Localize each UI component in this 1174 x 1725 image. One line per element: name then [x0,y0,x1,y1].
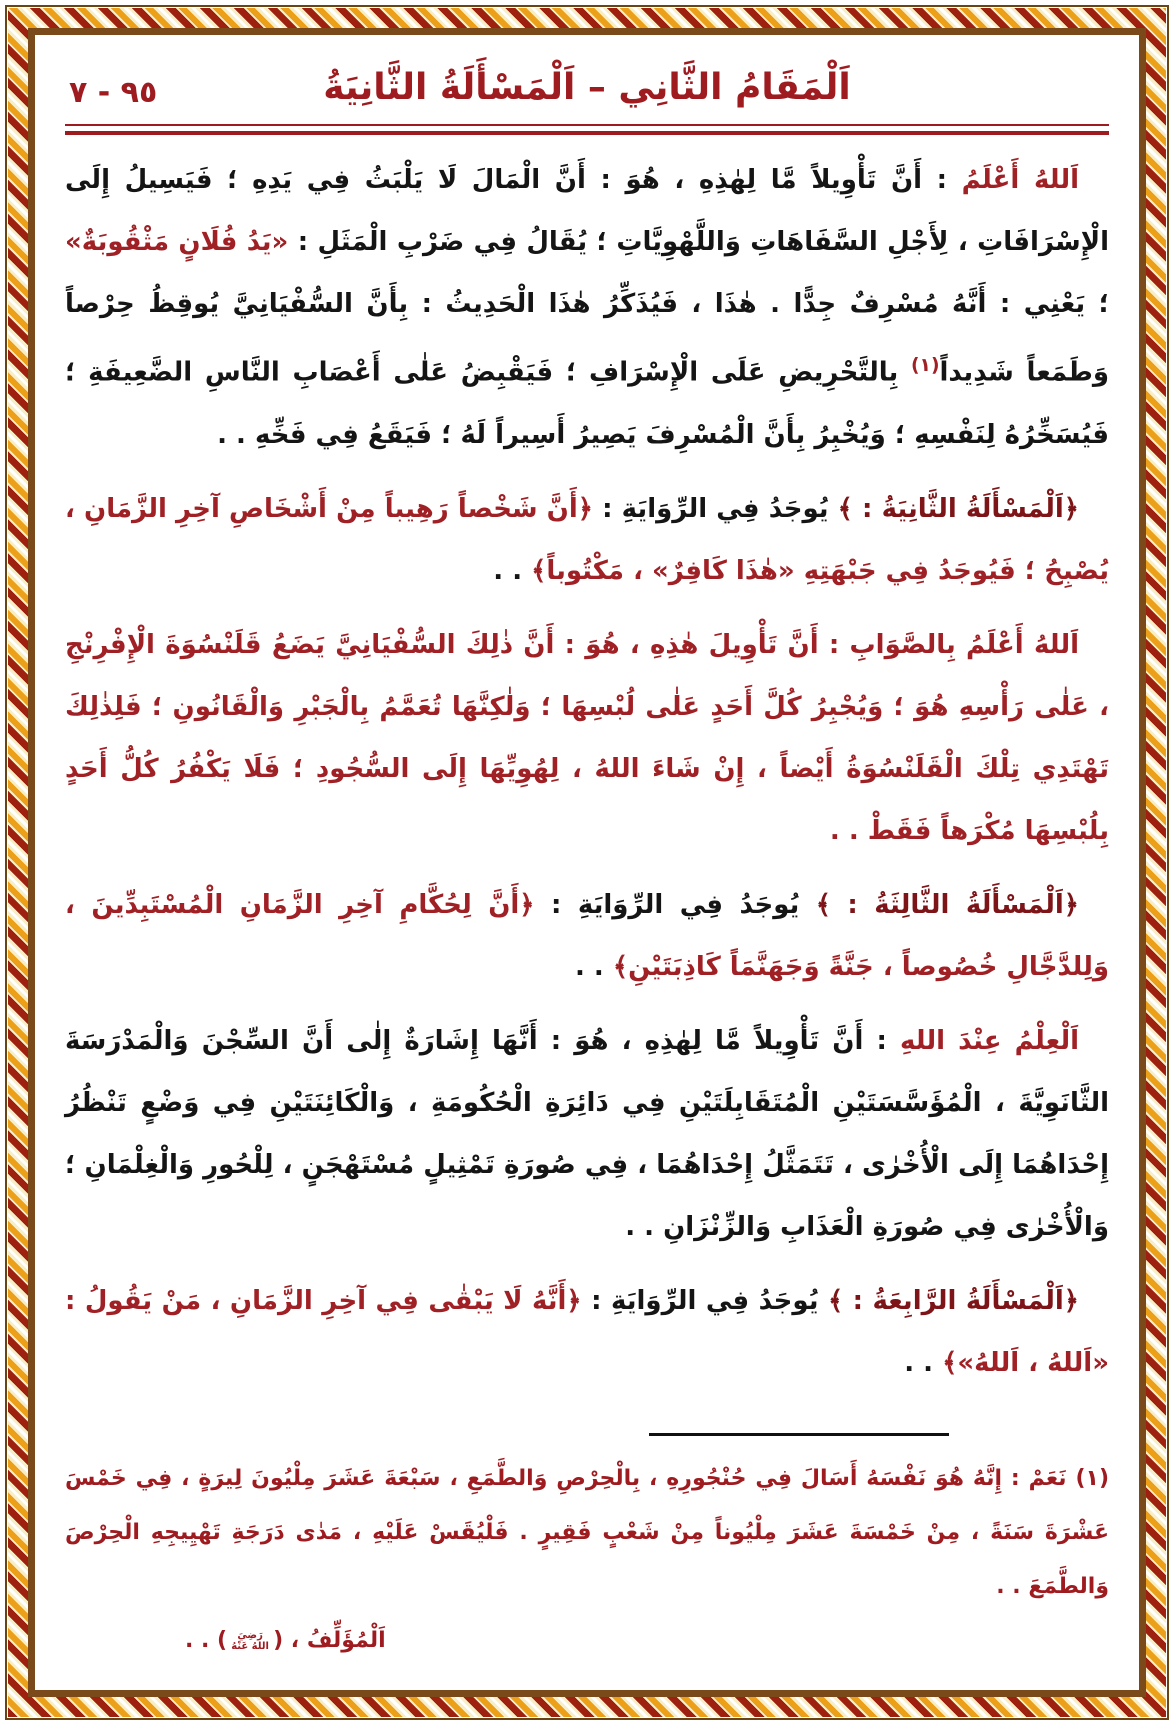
section-tail: . . [493,555,532,586]
section-intro: يُوجَدُ فِي الرِّوَايَةِ : [534,889,816,920]
page-number: ٩٥ - ٧ [69,75,158,110]
section-intro: يُوجَدُ فِي الرِّوَايَةِ : [593,493,838,524]
section-heading: ﴿اَلْمَسْأَلَةُ الثَّانِيَةُ : ﴾ [837,493,1079,524]
footnote-separator [649,1433,949,1436]
section-masala-3 [65,874,1109,998]
header-rule-thin [65,124,1109,126]
section-heading: ﴿اَلْمَسْأَلَةُ الثَّالِثَةُ : ﴾ [815,889,1079,920]
page-body [65,149,1109,1406]
paragraph-lead: اَللهُ أَعْلَمُ [961,165,1079,195]
riwaya-quote: ﴿أَنَّ لِحُكَّامِ آخِرِ الزَّمَانِ الْمُسْتَبِدِّينَ ، وَلِلدَّجَّالِ خُصُوصاً ، جَنَّةً وَجَهَنَّمَاً كَاذِبَتَيْنِ﴾ [65,889,1109,982]
paragraph-interpretation-1 [65,149,1109,466]
header-rule-thick [65,131,1109,135]
footnote-body: نَعَمْ : إِنَّهُ هُوَ نَفْسَهُ أَسَالَ فِي حُنْجُورِهِ ، بِالْحِرْصِ وَالطَّمَعِ ، سَبْعَةَ عَشَرَ مِلْيُونَ لِيرَةٍ ، فِي خَمْسَ عَشْرَةَ سَنَةً ، مِنْ خَمْسَةَ عَشَرَ مِلْيُوناً مِنْ شَعْبٍ فَقِيرٍ . فَلْيُقَسْ عَلَيْهِ ، مَدٰى دَرَجَةِ تَهْيِيجِهِ الْحِرْصَ وَالطَّمَعَ . . [65,1466,1109,1599]
body-text: بِالتَّحْرِيضِ عَلَى الْإِسْرَافِ ؛ فَيَقْبِضُ عَلٰى أَعْصَابِ النَّاسِ الضَّعِيفَةِ ؛ فَيُسَخِّرُهُ لِنَفْسِهِ ؛ وَيُخْبِرُ بِأَنَّ الْمُسْرِفَ يَصِيرُ أَسِيراً لَهُ ؛ فَيَقَعُ فِي فَخِّهِ . . [65,357,1109,450]
page-inner [28,28,1146,1697]
body-text: : أَنَّ تَأْوِيلاً مَّا لِهٰذِهِ ، هُوَ : أَنَّهَا إِشَارَةٌ إِلٰى أَنَّ السِّجْنَ وَالْمَدْرَسَةَ الثَّانَوِيَّةَ ، الْمُؤَسَّسَتَيْنِ الْمُتَقَابِلَتَيْنِ فِي دَائِرَةِ الْحُكُومَةِ ، وَالْكَائِنَتَيْنِ فِي وَضْعٍ تَنْظُرُ إِحْدَاهُمَا إِلَى الْأُخْرٰى ، تَتَمَثَّلُ إِحْدَاهُمَا ، فِي صُورَةِ تَمْثِيلٍ مُسْتَهْجَنٍ ، لِلْحُورِ وَالْغِلْمَانِ ؛ وَالْأُخْرٰى فِي صُورَةِ الْعَذَابِ وَالزِّنْزَانِ . . [65,1025,1109,1242]
body-text: ؛ يَعْنِي : أَنَّهُ مُسْرِفٌ جِدًّا . هٰذَا ، فَيُذَكِّرُ هٰذَا الْحَدِيثُ : بِأَنَّ السُّفْيَانِيَّ يُوقِظُ حِرْصاً وَطَمَعاً شَدِيداً [65,289,1110,388]
ornamental-border-pattern [8,8,1166,1717]
page-title: اَلْمَقَامُ الثَّانِي – اَلْمَسْأَلَةُ الثَّانِيَةُ [323,67,851,108]
footnote-ref: (١) [910,355,940,376]
paragraph-interpretation-2: اَللهُ أَعْلَمُ بِالصَّوَابِ : أَنَّ تَأْوِيلَ هٰذِهِ ، هُوَ : أَنَّ ذٰلِكَ السُّفْيَانِيَّ يَضَعُ قَلَنْسُوَةَ الْإِفْرِنْجِ ، عَلٰى رَأْسِهِ هُوَ ؛ وَيُجْبِرُ كُلَّ أَحَدٍ عَلٰى لُبْسِهَا ؛ وَلٰكِنَّهَا تُعَمَّمُ بِالْجَبْرِ وَالْقَانُونِ ؛ فَلِذٰلِكَ تَهْتَدِي تِلْكَ الْقَلَنْسُوَةُ أَيْضاً ، إِنْ شَاءَ اللهُ ، لِهُوِيِّهَا إِلَى السُّجُودِ ؛ فَلَا يَكْفُرُ كُلُّ أَحَدٍ بِلُبْسِهَا مُكْرَهاً فَقَطْ . . [65,629,1109,846]
signature-tail: ) . . [185,1628,228,1653]
section-masala-4 [65,1270,1109,1394]
author-seal: رَضِيَ اللهُ عَنْهُ [231,1630,269,1652]
author-label: اَلْمُؤَلِّفُ ، ( [273,1628,386,1653]
footnote-marker: (١) [1075,1466,1109,1491]
body-text: : أَنَّ تَأْوِيلاً مَّا لِهٰذِهِ ، هُوَ : أَنَّ الْمَالَ لَا يَلْبَثُ فِي يَدِهِ ؛ فَيَسِيلُ إِلَى الْإِسْرَافَاتِ ، لِأَجْلِ السَّفَاهَاتِ وَاللَّهْوِيَّاتِ ؛ يُقَالُ فِي ضَرْبِ الْمَثَلِ : [65,165,1109,257]
paragraph-interpretation-3 [65,1010,1109,1258]
riwaya-quote: ﴿أَنَّ شَخْصاً رَهِيباً مِنْ أَشْخَاصِ آخِرِ الزَّمَانِ ، يُصْبِحُ ؛ فَيُوجَدُ فِي جَبْهَتِهِ «هٰذَا كَافِرٌ» ، مَكْتُوباً﴾ [65,493,1109,586]
proverb-quote: «يَدُ فُلَانٍ مَثْقُوبَةٌ» [65,227,289,257]
riwaya-quote: ﴿أَنَّهُ لَا يَبْقٰى فِي آخِرِ الزَّمَانِ ، مَنْ يَقُولُ : «اَللهُ ، اَللهُ»﴾ [65,1285,1109,1378]
footnote-text [65,1452,1109,1614]
section-tail: . . [904,1347,943,1378]
author-signature [65,1614,1109,1668]
footnote-area [65,1433,1109,1668]
paragraph-lead: اَلْعِلْمُ عِنْدَ اللهِ [899,1025,1079,1056]
page-header [65,59,1109,135]
section-intro: يُوجَدُ فِي الرِّوَايَةِ : [581,1285,828,1316]
ornamental-border-outer [5,5,1169,1720]
section-heading: ﴿اَلْمَسْأَلَةُ الرَّابِعَةُ : ﴾ [827,1285,1080,1316]
section-masala-2 [65,478,1109,602]
section-tail: . . [575,951,613,982]
